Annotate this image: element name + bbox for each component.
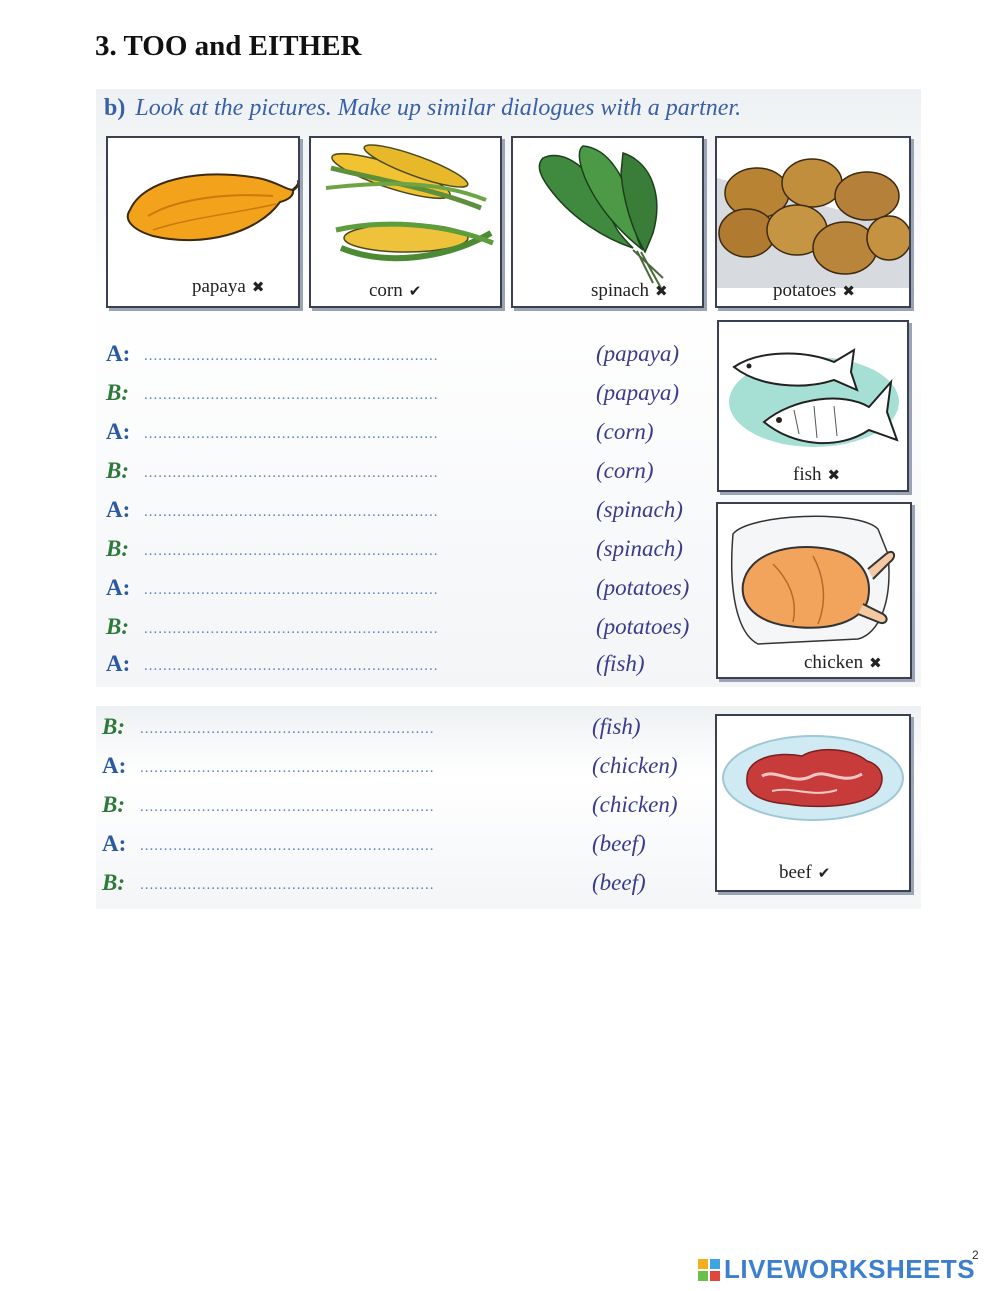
card-caption-potatoes [773,280,855,302]
cue-word: (papaya) [596,380,680,405]
cue-word: (spinach) [596,536,683,561]
speaker-label: A: [106,341,131,366]
check-icon: ✔ [817,864,831,882]
speaker-label: A: [106,651,131,676]
speaker-label: B: [102,714,125,739]
caption-label: potatoes [773,280,837,301]
cue-word: (corn) [596,458,654,483]
answer-blank[interactable]: .............................................................. [144,621,439,637]
cue-word: (fish) [592,714,641,739]
answer-blank[interactable]: .............................................................. [140,877,435,893]
speaker-label: B: [102,792,125,817]
speaker-label: B: [106,536,129,561]
card-caption-papaya [192,276,264,298]
cue-word: (corn) [596,419,654,444]
cue-word: (beef) [592,831,646,856]
liveworksheets-logo [698,1254,975,1285]
cross-icon: ✖ [655,282,668,300]
card-potatoes [715,136,911,308]
speaker-label: A: [102,831,127,856]
answer-blank[interactable]: .............................................................. [144,504,439,520]
page-number: 2 [972,1248,979,1262]
speaker-label: A: [106,575,131,600]
cross-icon: ✖ [842,282,855,300]
cue-word: (fish) [596,651,645,676]
answer-blank[interactable]: .............................................................. [144,348,439,364]
caption-label: papaya [192,276,246,297]
exercise-panel-1 [96,89,921,687]
card-corn [309,136,502,308]
cue-word: (potatoes) [596,575,690,600]
answer-blank[interactable]: .............................................................. [144,543,439,559]
speaker-label: B: [102,870,125,895]
exercise-panel-2 [96,706,921,909]
card-caption-chicken [804,652,882,674]
card-caption-fish [793,464,840,486]
cue-word: (chicken) [592,792,678,817]
cross-icon: ✖ [251,278,265,296]
card-papaya [106,136,300,308]
speaker-label: A: [102,753,127,778]
answer-blank[interactable]: .............................................................. [140,838,435,854]
card-beef [715,714,911,892]
cue-word: (beef) [592,870,646,895]
answer-blank[interactable]: .............................................................. [144,465,439,481]
cue-word: (potatoes) [596,614,690,639]
speaker-label: B: [106,614,129,639]
card-caption-corn [369,280,421,302]
answer-blank[interactable]: .............................................................. [140,721,435,737]
cue-word: (spinach) [596,497,683,522]
card-fish [717,320,909,492]
caption-label: spinach [591,280,650,301]
card-caption-spinach [591,280,668,302]
cue-word: (papaya) [596,341,680,366]
card-caption-beef [779,862,830,884]
answer-blank[interactable]: .............................................................. [144,658,439,674]
instruction-letter: b) [104,95,126,121]
answer-blank[interactable]: .............................................................. [144,426,439,442]
page-title: 3. TOO and EITHER [95,30,362,62]
brand-name: LIVEWORKSHEETS [724,1254,976,1284]
cross-icon: ✖ [827,466,841,484]
speaker-label: B: [106,380,129,405]
answer-blank[interactable]: .............................................................. [140,760,435,776]
speaker-label: A: [106,497,131,522]
check-icon: ✔ [408,282,422,300]
caption-label: beef [779,862,812,883]
caption-label: chicken [804,652,864,673]
card-spinach [511,136,704,308]
caption-label: corn [369,280,403,301]
logo-icon [698,1259,720,1281]
cue-word: (chicken) [592,753,678,778]
speaker-label: B: [106,458,129,483]
answer-blank[interactable]: .............................................................. [144,387,439,403]
caption-label: fish [793,464,822,485]
answer-blank[interactable]: .............................................................. [140,799,435,815]
instruction-text: Look at the pictures. Make up similar dialogues with a partner. [135,95,742,121]
answer-blank[interactable]: .............................................................. [144,582,439,598]
card-chicken [716,502,912,679]
speaker-label: A: [106,419,131,444]
cross-icon: ✖ [869,654,882,672]
instruction [104,95,741,122]
